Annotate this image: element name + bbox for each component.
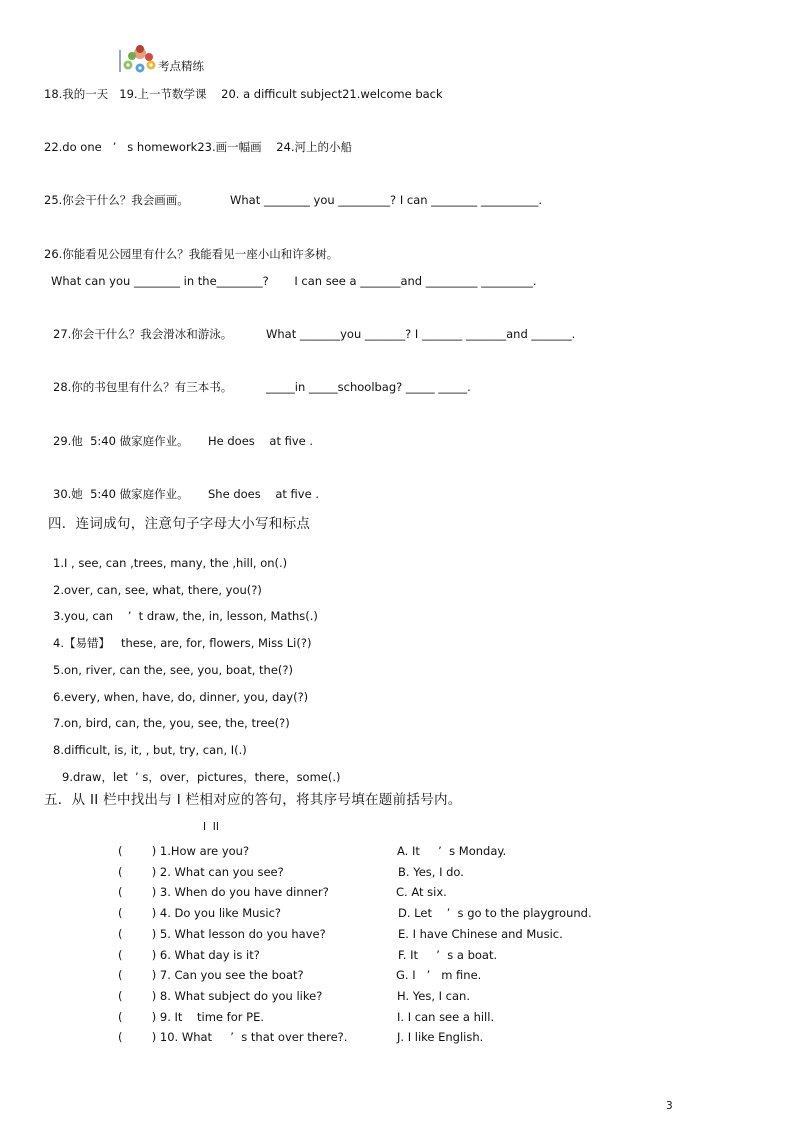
match-answer-c: C. At six.	[396, 885, 447, 899]
reorder-item-2: 2.over, can, see, what, there, you(?)	[53, 583, 262, 597]
phrase-line-2: 22.do one ’ s homework23.画一幅画 24.河上的小船	[44, 140, 353, 154]
reorder-item-7: 7.on, bird, can, the, you, see, the, tree(?)	[53, 716, 290, 730]
match-question-9: ( ) 9. It time for PE.	[118, 1010, 264, 1024]
item-29-en: He does at five .	[208, 434, 314, 448]
match-question-3: ( ) 3. When do you have dinner?	[118, 885, 329, 899]
reorder-item-3: 3.you, can ’ t draw, the, in, lesson, Maths(.)	[53, 609, 318, 623]
item-27-en: What _______you _______? I _______ _______and _______.	[266, 327, 576, 341]
item-25-cn: 25.你会干什么？我会画画。	[44, 193, 189, 207]
item-26-cn: 26.你能看见公园里有什么？我能看见一座小山和许多树。	[44, 247, 339, 261]
logo-graphic	[118, 44, 158, 76]
reorder-item-9: 9.draw，let ’ s，over，pictures，there，some(.)	[62, 770, 341, 784]
match-question-4: ( ) 4. Do you like Music?	[118, 906, 282, 920]
page-number: 3	[666, 1100, 673, 1112]
section-4-title: 四．连词成句，注意句子字母大小写和标点	[48, 516, 311, 532]
item-29-cn: 29.他 5:40 做家庭作业。	[53, 434, 189, 448]
item-27-cn: 27.你会干什么？我会滑冰和游泳。	[53, 327, 233, 341]
item-25-en: What ________ you _________? I can ________ __________.	[230, 193, 542, 207]
match-answer-a: A. It ’ s Monday.	[397, 844, 507, 858]
match-question-5: ( ) 5. What lesson do you have?	[118, 927, 326, 941]
match-answer-g: G. I ’ m fine.	[396, 968, 482, 982]
match-question-6: ( ) 6. What day is it?	[118, 948, 260, 962]
match-answer-d: D. Let ’ s go to the playground.	[398, 906, 592, 920]
match-question-10: ( ) 10. What ’ s that over there?.	[118, 1030, 348, 1044]
phrase-line-1: 18.我的一天 19.上一节数学课 20. a difficult subject21.welcome back	[44, 87, 443, 101]
match-question-2: ( ) 2. What can you see?	[118, 865, 284, 879]
reorder-item-6: 6.every, when, have, do, dinner, you, day(?)	[53, 690, 309, 704]
match-answer-e: E. I have Chinese and Music.	[398, 927, 563, 941]
column-header: I II	[203, 821, 219, 833]
item-26-en: What can you ________ in the________? I can see a _______and _________ _________.	[51, 274, 537, 288]
item-30-cn: 30.她 5:40 做家庭作业。	[53, 487, 189, 501]
item-28-cn: 28.你的书包里有什么？有三本书。	[53, 380, 233, 394]
item-30-en: She does at five .	[208, 487, 319, 501]
reorder-item-4: 4.【易错】 these, are, for, flowers, Miss Li(?)	[53, 636, 312, 650]
match-question-7: ( ) 7. Can you see the boat?	[118, 968, 304, 982]
match-question-1: ( ) 1.How are you?	[118, 844, 250, 858]
reorder-item-1: 1.I , see, can ,trees, many, the ,hill, on(.)	[53, 556, 288, 570]
section-5-title: 五．从 II 栏中找出与 I 栏相对应的答句，将其序号填在题前括号内。	[44, 792, 462, 808]
match-answer-h: H. Yes, I can.	[397, 989, 470, 1003]
header-title: 考点精练	[158, 59, 204, 73]
match-question-8: ( ) 8. What subject do you like?	[118, 989, 323, 1003]
match-answer-b: B. Yes, I do.	[398, 865, 464, 879]
match-answer-i: I. I can see a hill.	[397, 1010, 495, 1024]
reorder-item-8: 8.difficult, is, it, , but, try, can, I(.)	[53, 743, 247, 757]
match-answer-j: J. I like English.	[397, 1030, 484, 1044]
item-28-en: _____in _____schoolbag? _____ _____.	[266, 380, 471, 394]
match-answer-f: F. It ’ s a boat.	[398, 948, 498, 962]
mascot-logo-icon	[118, 44, 158, 76]
reorder-item-5: 5.on, river, can the, see, you, boat, the(?)	[53, 663, 293, 677]
